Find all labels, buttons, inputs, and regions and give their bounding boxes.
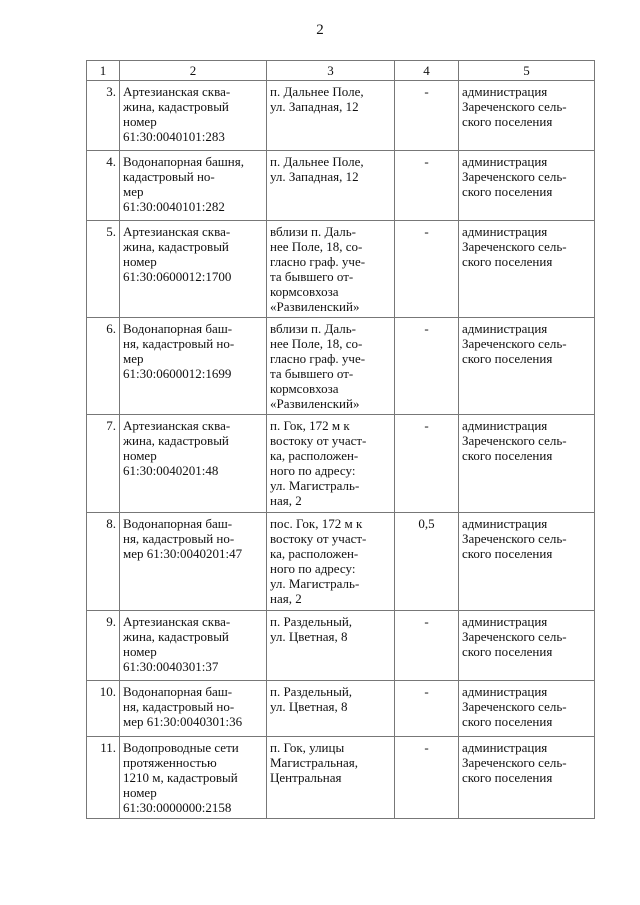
cell-line: администрация: [462, 740, 548, 755]
cell-line: п. Дальнее Поле,: [270, 154, 364, 169]
cell-line: п. Гок, улицы: [270, 740, 345, 755]
cell-line: 1210 м, кадастровый: [123, 770, 238, 785]
cell-line: номер: [123, 785, 157, 800]
cell-line: гласно граф. уче-: [270, 254, 366, 269]
cell-line: востоку от участ-: [270, 531, 367, 546]
cell-line: ского поселения: [462, 714, 553, 729]
cell-line: ского поселения: [462, 644, 553, 659]
address-cell: [267, 415, 395, 513]
cell-line: п. Гок, 172 м к: [270, 418, 350, 433]
address-cell: [267, 513, 395, 611]
cell-line: ного по адресу:: [270, 463, 356, 478]
cell-line: Зареченского сель-: [462, 699, 567, 714]
cell-line: 61:30:0000000:2158: [123, 800, 232, 815]
cell-line: ул. Цветная, 8: [270, 629, 348, 644]
cell-line: Магистральная,: [270, 755, 358, 770]
cell-line: ского поселения: [462, 351, 553, 366]
table-row: [87, 221, 595, 318]
address-cell: [267, 737, 395, 819]
object-name-cell: [120, 737, 267, 819]
cell-line: Водонапорная баш-: [123, 516, 233, 531]
table-row: [87, 415, 595, 513]
table-row: [87, 737, 595, 819]
table-row: [87, 681, 595, 737]
cell-line: мер 61:30:0040301:36: [123, 714, 243, 729]
cell-line: ского поселения: [462, 448, 553, 463]
registry-table: [86, 60, 595, 819]
owner-cell: [459, 513, 595, 611]
object-name-cell: [120, 513, 267, 611]
cell-line: нее Поле, 18, со-: [270, 336, 363, 351]
area-cell: -: [395, 415, 459, 513]
cell-line: ня, кадастровый но-: [123, 336, 235, 351]
cell-line: Зареченского сель-: [462, 169, 567, 184]
cell-line: мер 61:30:0040201:47: [123, 546, 243, 561]
row-number: 7.: [87, 415, 120, 513]
cell-line: та бывшего от-: [270, 269, 354, 284]
cell-line: ул. Западная, 12: [270, 99, 359, 114]
row-number: 4.: [87, 151, 120, 221]
owner-cell: [459, 415, 595, 513]
row-number: 3.: [87, 81, 120, 151]
cell-line: мер: [123, 351, 144, 366]
cell-line: нее Поле, 18, со-: [270, 239, 363, 254]
cell-line: Зареченского сель-: [462, 531, 567, 546]
cell-line: Зареченского сель-: [462, 99, 567, 114]
area-cell: -: [395, 221, 459, 318]
object-name-cell: [120, 221, 267, 318]
cell-line: администрация: [462, 321, 548, 336]
page-number: 2: [316, 22, 324, 38]
address-cell: [267, 611, 395, 681]
cell-line: ня, кадастровый но-: [123, 531, 235, 546]
cell-line: ул. Магистраль-: [270, 576, 360, 591]
table-row: [87, 318, 595, 415]
table-body: [87, 81, 595, 819]
cell-line: жина, кадастровый: [123, 433, 229, 448]
cell-line: Водонапорная баш-: [123, 684, 233, 699]
cell-line: 61:30:0600012:1700: [123, 269, 232, 284]
cell-line: мер: [123, 184, 144, 199]
cell-line: администрация: [462, 154, 548, 169]
cell-line: ского поселения: [462, 254, 553, 269]
row-number: 9.: [87, 611, 120, 681]
cell-line: администрация: [462, 84, 548, 99]
area-cell: -: [395, 611, 459, 681]
column-header: 1: [87, 61, 120, 81]
table-row: [87, 151, 595, 221]
owner-cell: [459, 81, 595, 151]
cell-line: Водонапорная башня,: [123, 154, 244, 169]
owner-cell: [459, 611, 595, 681]
area-cell: -: [395, 737, 459, 819]
row-number: 8.: [87, 513, 120, 611]
row-number: 6.: [87, 318, 120, 415]
row-number: 11.: [87, 737, 120, 819]
cell-line: п. Раздельный,: [270, 614, 353, 629]
cell-line: жина, кадастровый: [123, 99, 229, 114]
address-cell: [267, 221, 395, 318]
owner-cell: [459, 151, 595, 221]
cell-line: кормсовхоза: [270, 381, 339, 396]
cell-line: жина, кадастровый: [123, 239, 229, 254]
cell-line: Зареченского сель-: [462, 239, 567, 254]
area-cell: -: [395, 681, 459, 737]
cell-line: ского поселения: [462, 184, 553, 199]
column-header: 3: [267, 61, 395, 81]
cell-line: Артезианская сква-: [123, 418, 231, 433]
cell-line: пос. Гок, 172 м к: [270, 516, 363, 531]
cell-line: кадастровый но-: [123, 169, 215, 184]
address-cell: [267, 151, 395, 221]
cell-line: протяженностью: [123, 755, 217, 770]
cell-line: администрация: [462, 614, 548, 629]
cell-line: ка, расположен-: [270, 448, 359, 463]
owner-cell: [459, 681, 595, 737]
column-header: 4: [395, 61, 459, 81]
cell-line: Артезианская сква-: [123, 614, 231, 629]
cell-line: Центральная: [270, 770, 342, 785]
cell-line: номер: [123, 254, 157, 269]
table-row: [87, 611, 595, 681]
owner-cell: [459, 221, 595, 318]
cell-line: Водонапорная баш-: [123, 321, 233, 336]
row-number: 5.: [87, 221, 120, 318]
cell-line: Артезианская сква-: [123, 84, 231, 99]
cell-line: «Развиленский»: [270, 299, 360, 314]
address-cell: [267, 318, 395, 415]
cell-line: 61:30:0600012:1699: [123, 366, 232, 381]
address-cell: [267, 681, 395, 737]
cell-line: Зареченского сель-: [462, 433, 567, 448]
cell-line: ского поселения: [462, 546, 553, 561]
cell-line: ского поселения: [462, 114, 553, 129]
cell-line: «Развиленский»: [270, 396, 360, 411]
cell-line: 61:30:0040101:282: [123, 199, 225, 214]
table-row: [87, 81, 595, 151]
area-cell: -: [395, 81, 459, 151]
table-row: [87, 513, 595, 611]
cell-line: п. Дальнее Поле,: [270, 84, 364, 99]
cell-line: ка, расположен-: [270, 546, 359, 561]
cell-line: администрация: [462, 516, 548, 531]
owner-cell: [459, 318, 595, 415]
object-name-cell: [120, 611, 267, 681]
cell-line: вблизи п. Даль-: [270, 321, 356, 336]
cell-line: жина, кадастровый: [123, 629, 229, 644]
cell-line: Зареченского сель-: [462, 629, 567, 644]
cell-line: номер: [123, 644, 157, 659]
object-name-cell: [120, 415, 267, 513]
area-cell: -: [395, 151, 459, 221]
column-header: 5: [459, 61, 595, 81]
cell-line: ул. Цветная, 8: [270, 699, 348, 714]
cell-line: 61:30:0040301:37: [123, 659, 219, 674]
cell-line: Водопроводные сети: [123, 740, 239, 755]
object-name-cell: [120, 81, 267, 151]
owner-cell: [459, 737, 595, 819]
object-name-cell: [120, 681, 267, 737]
cell-line: администрация: [462, 684, 548, 699]
row-number: 10.: [87, 681, 120, 737]
cell-line: ул. Западная, 12: [270, 169, 359, 184]
cell-line: ня, кадастровый но-: [123, 699, 235, 714]
cell-line: ная, 2: [270, 591, 302, 606]
cell-line: востоку от участ-: [270, 433, 367, 448]
cell-line: ная, 2: [270, 493, 302, 508]
cell-line: вблизи п. Даль-: [270, 224, 356, 239]
cell-line: номер: [123, 114, 157, 129]
object-name-cell: [120, 151, 267, 221]
column-header: 2: [120, 61, 267, 81]
area-cell: -: [395, 318, 459, 415]
cell-line: ул. Магистраль-: [270, 478, 360, 493]
cell-line: ного по адресу:: [270, 561, 356, 576]
cell-line: 61:30:0040201:48: [123, 463, 219, 478]
area-cell: 0,5: [395, 513, 459, 611]
header-row: [87, 61, 595, 81]
cell-line: номер: [123, 448, 157, 463]
cell-line: гласно граф. уче-: [270, 351, 366, 366]
cell-line: та бывшего от-: [270, 366, 354, 381]
address-cell: [267, 81, 395, 151]
cell-line: Зареченского сель-: [462, 336, 567, 351]
cell-line: кормсовхоза: [270, 284, 339, 299]
cell-line: Зареченского сель-: [462, 755, 567, 770]
cell-line: ского поселения: [462, 770, 553, 785]
cell-line: 61:30:0040101:283: [123, 129, 225, 144]
cell-line: администрация: [462, 418, 548, 433]
cell-line: Артезианская сква-: [123, 224, 231, 239]
cell-line: администрация: [462, 224, 548, 239]
object-name-cell: [120, 318, 267, 415]
cell-line: п. Раздельный,: [270, 684, 353, 699]
